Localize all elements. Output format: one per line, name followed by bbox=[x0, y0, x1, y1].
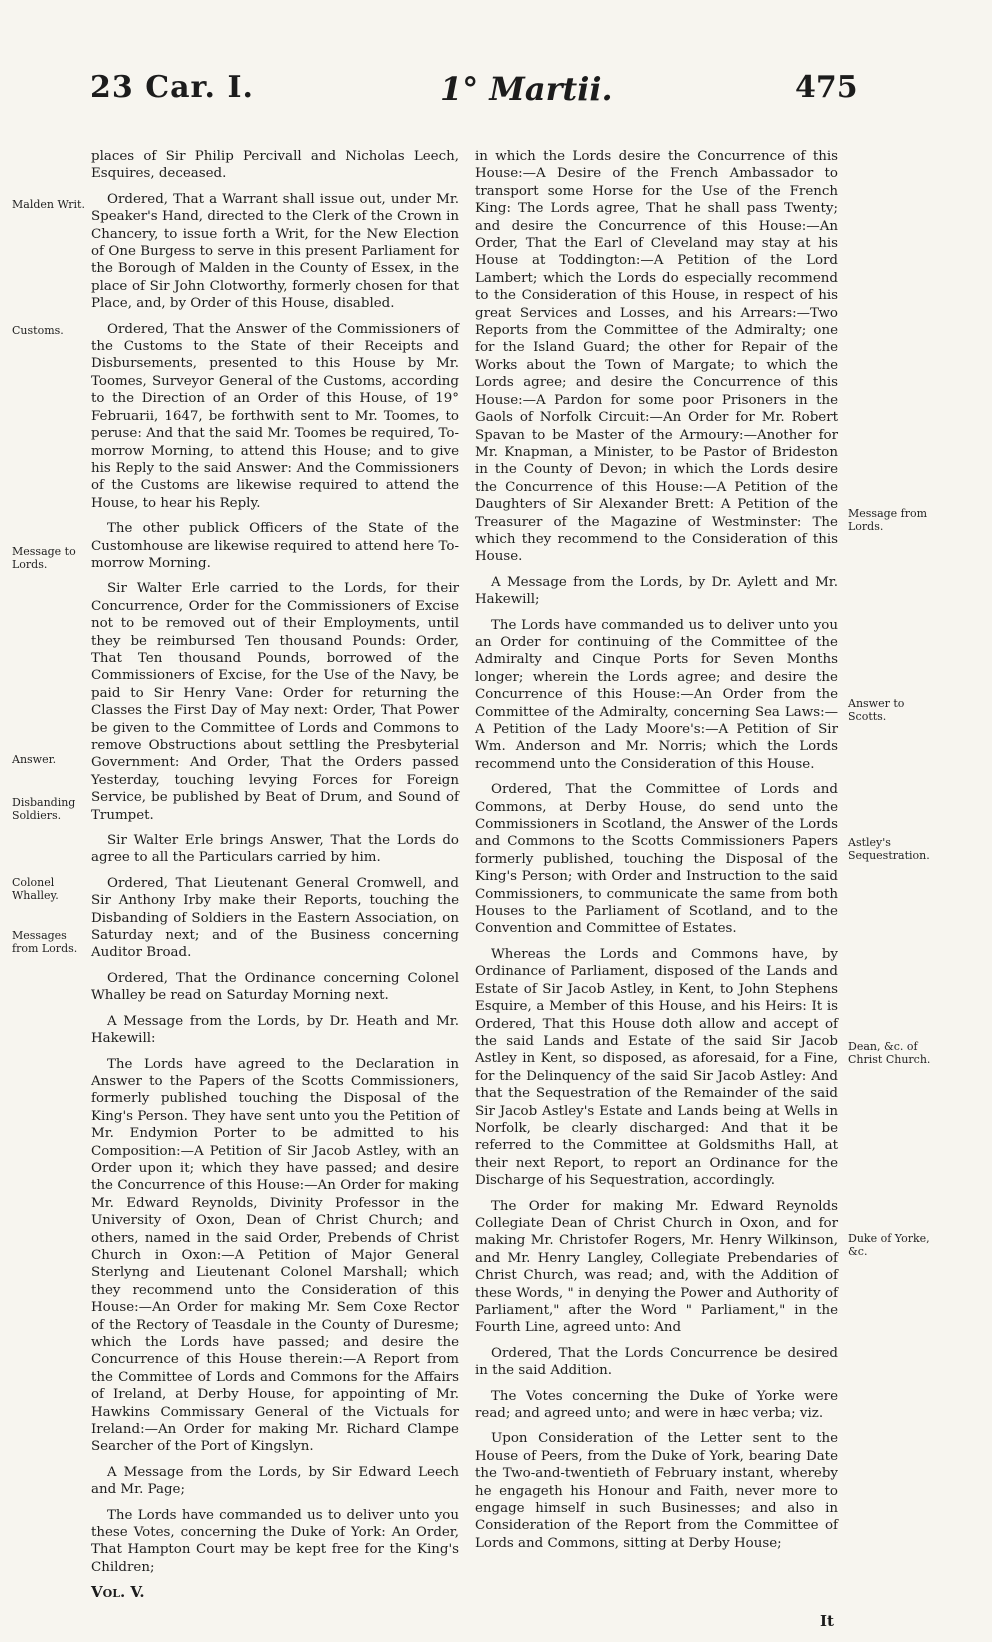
margin-note: Message to Lords. bbox=[12, 545, 76, 571]
running-head-date: 1° Martii. bbox=[440, 70, 613, 108]
paragraph: Ordered, That Lieutenant General Cromwell, and Sir Anthony Irby make their Reports, touching the Disbanding of Soldiers in the Eastern Association, on Saturday next; and of the Business concerning Auditor Broad. bbox=[91, 875, 459, 961]
paragraph: A Message from the Lords, by Dr. Heath and Mr. Hakewill: bbox=[91, 1013, 459, 1047]
catchword: It bbox=[820, 1612, 834, 1630]
paragraph: A Message from the Lords, by Dr. Aylett and Mr. Hakewill; bbox=[475, 574, 838, 608]
paragraph: The other publick Officers of the State of the Customhouse are likewise required to attend here To-morrow Morning. bbox=[91, 521, 459, 571]
paragraph: in which the Lords desire the Concurrence of this House:—A Desire of the French Ambassador to transport some Horse for the Use of the French King: The Lords agree, That he shall pass Twenty; and desire the Concurrence of this House:—An Order, That the Earl of Cleveland may stay at his House at Toddington:—A Petition of the Lord Lambert; which the Lords do especially recommend to the Consideration of this House, in respect of his great Services and Losses, and his Arrears:—Two Reports from the Committee of the Admiralty; one for the Island Guard; the other for Repair of the Works about the Town of Margate; to which the Lords agree; and desire the Concurrence of this House:—A Pardon for some poor Prisoners in the Gaols of Norfolk Circuit:—An Order for Mr. Robert Spavan to be Master of the Armoury:—Another for Mr. Knapman, a Minister, to be Pastor of Brideston in the County of Devon; in which the Lords desire the Concurrence of this House:—A Petition of the Daughters of Sir Alexander Brett: A Petition of the Treasurer of the Magazine of Westminster: The which they recommend to the Consideration of this House. bbox=[475, 149, 838, 565]
page-header bbox=[0, 60, 992, 130]
margin-note: Customs. bbox=[12, 324, 64, 337]
paragraph: Sir Walter Erle carried to the Lords, for their Concurrence, Order for the Commissioners of Excise not to be removed out of their Employments, until they be reimbursed Ten thousand Pounds: Order, That Ten thousand Pounds, borrowed of the Commissioners of Excise, for the Use of the Navy, be paid to Sir Henry Vane: Order for returning the Classes the First Day of May next: Order, That Power be given to the Committee of Lords and Commons to remove Obstructions about settling the Presbyterial Government: And Order, That the Orders passed Yesterday, touching levying Forces for Foreign Service, be published by Beat of Drum, and Sound of Trumpet. bbox=[91, 581, 459, 823]
margin-note: Answer to Scotts. bbox=[848, 697, 905, 723]
paragraph: The Lords have commanded us to deliver unto you these Votes, concerning the Duke of York: An Order, That Hampton Court may be kept free for the King's Children; bbox=[91, 1507, 459, 1575]
margin-note: Malden Writ. bbox=[12, 198, 85, 211]
paragraph: A Message from the Lords, by Sir Edward Leech and Mr. Page; bbox=[91, 1464, 459, 1498]
paragraph: The Lords have agreed to the Declaration in Answer to the Papers of the Scotts Commissioners, formerly published touching the Disposal of the King's Person. They have sent unto you the Petition of Mr. Endymion Porter to be admitted to his Composition:—A Petition of Sir Jacob Astley, with an Order upon it; which they have passed; and desire the Concurrence of this House:—An Order for making Mr. Edward Reynolds, Divinity Professor in the University of Oxon, Dean of Christ Church; and others, named in the said Order, Prebends of Christ Church in Oxon:—A Petition of Major General Sterlyng and Lieutenant Colonel Marshall; which they recommend unto the Consideration of this House:—An Order for making Mr. Sem Coxe Rector of the Rectory of Teasdale in the County of Duresme; which the Lords have passed; and desire the Concurrence of this House therein:—A Report from the Committee of Lords and Commons for the Affairs of Ireland, at Derby House, for appointing of Mr. Hawkins Commissary General of the Victuals for Ireland:—An Order for making Mr. Richard Clampe Searcher of the Port of Kingslyn. bbox=[91, 1056, 459, 1455]
margin-note: Answer. bbox=[12, 753, 57, 766]
margin-note: Dean, &c. of Christ Church. bbox=[848, 1040, 931, 1066]
margin-note: Disbanding Soldiers. bbox=[12, 796, 76, 822]
running-head-left: 23 Car. I. bbox=[90, 70, 254, 105]
margin-note: Message from Lords. bbox=[848, 507, 928, 533]
paragraph: Ordered, That the Ordinance concerning Colonel Whalley be read on Saturday Morning next. bbox=[91, 970, 459, 1004]
left-column bbox=[91, 148, 459, 1602]
paragraph: Ordered, That the Answer of the Commissioners of the Customs to the State of their Receipts and Disbursements, presented to this House by Mr. Toomes, Surveyor General of the Customs, according to the Direction of an Order of this House, of 19° Februarii, 1647, be forthwith sent to Mr. Toomes, to peruse: And that the said Mr. Toomes be required, To-morrow Morning, to attend this House; and to give his Reply to the said Answer: And the Commissioners of the Customs are likewise required to attend the House, to hear his Reply. bbox=[91, 321, 459, 511]
paragraph: Ordered, That the Lords Concurrence be desired in the said Addition. bbox=[475, 1345, 838, 1379]
paragraph: places of Sir Philip Percivall and Nicholas Leech, Esquires, deceased. bbox=[91, 149, 459, 182]
margin-note: Astley's Sequestration. bbox=[848, 836, 930, 862]
paragraph: Ordered, That a Warrant shall issue out, under Mr. Speaker's Hand, directed to the Clerk of the Crown in Chancery, to issue forth a Writ, for the New Election of One Burgess to serve in this present Parliament for the Borough of Malden in the County of Essex, in the place of Sir John Clotworthy, formerly chosen for that Place, and, by Order of this House, disabled. bbox=[91, 191, 459, 312]
paragraph: Upon Consideration of the Letter sent to the House of Peers, from the Duke of York, bearing Date the Two-and-twentieth of February instant, whereby he engageth his Honour and Faith, never more to engage himself in such Businesses; and also in Consideration of the Report from the Committee of Lords and Commons, sitting at Derby House; bbox=[475, 1431, 838, 1551]
margin-note: Duke of Yorke, &c. bbox=[848, 1232, 930, 1258]
page-number: 475 bbox=[795, 70, 858, 105]
paragraph: Whereas the Lords and Commons have, by Ordinance of Parliament, disposed of the Lands and Estate of Sir Jacob Astley, in Kent, to John Stephens Esquire, a Member of this House, and his Heirs: It is Ordered, That this House doth allow and accept of the said Lands and Estate of the said Sir Jacob Astley in Kent, so disposed, as aforesaid, for a Fine, for the Delinquency of the said Sir Jacob Astley: And that the Sequestration of the Remainder of the said Sir Jacob Astley's Estate and Lands being at Wells in Norfolk, be clearly discharged: And that it be referred to the Committee at Goldsmiths Hall, at their next Report, to report an Ordinance for the Discharge of his Sequestration, accordingly. bbox=[475, 946, 838, 1189]
volume-label: Vol. V. bbox=[91, 1583, 145, 1602]
right-column bbox=[475, 148, 838, 1560]
paragraph: The Votes concerning the Duke of Yorke were read; and agreed unto; and were in hæc verba; viz. bbox=[475, 1388, 838, 1422]
margin-note: Colonel Whalley. bbox=[12, 876, 59, 902]
margin-note: Messages from Lords. bbox=[12, 929, 78, 955]
paragraph: Sir Walter Erle brings Answer, That the Lords do agree to all the Particulars carried by him. bbox=[91, 833, 459, 866]
paragraph: Ordered, That the Committee of Lords and Commons, at Derby House, do send unto the Commissioners in Scotland, the Answer of the Lords and Commons to the Scotts Commissioners Papers formerly published, touching the Disposal of the King's Person; with Order and Instruction to the said Commissioners, to communicate the same from both Houses to the Parliament of Scotland, and to the Convention and Committee of Estates. bbox=[475, 782, 838, 937]
paragraph: The Order for making Mr. Edward Reynolds Collegiate Dean of Christ Church in Oxon, and for making Mr. Christofer Rogers, Mr. Henry Wilkinson, and Mr. Henry Langley, Collegiate Prebendaries of Christ Church, was read; and, with the Addition of these Words, " in denying the Power and Authority of Parliament," after the Word " Parliament," in the Fourth Line, agreed unto: And bbox=[475, 1198, 838, 1336]
paragraph: The Lords have commanded us to deliver unto you an Order for continuing of the Committee of the Admiralty and Cinque Ports for Seven Months longer; wherein the Lords agree; and desire the Concurrence of this House:—An Order from the Committee of the Admiralty, concerning Sea Laws:—A Petition of the Lady Moore's:—A Petition of Sir Wm. Anderson and Mr. Norris; which the Lords recommend unto the Consideration of this House. bbox=[475, 617, 838, 772]
